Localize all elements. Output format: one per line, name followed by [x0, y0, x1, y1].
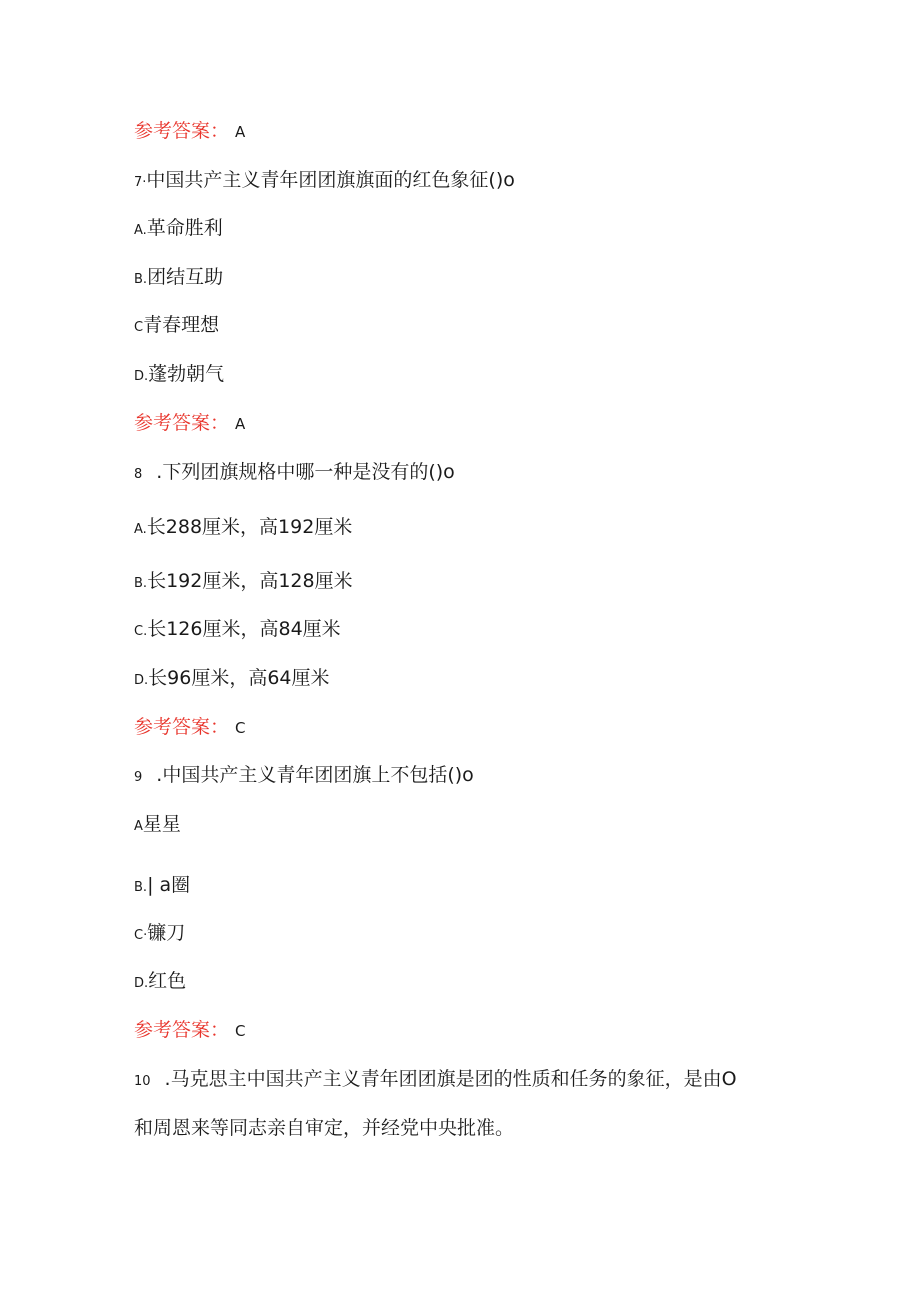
answer-line-q6 — [134, 119, 245, 144]
question-text: .下列团旗规格中哪一种是没有的()o — [156, 461, 455, 483]
question-7-stem — [134, 168, 515, 195]
q9-option-c — [134, 921, 185, 948]
question-9-stem — [134, 763, 474, 790]
option-key: A — [134, 819, 143, 834]
option-text: 长288厘米，高192厘米 — [146, 516, 353, 538]
question-number: 9 — [134, 770, 143, 785]
option-text: 革命胜利 — [146, 217, 223, 239]
question-number: 7· — [134, 175, 147, 190]
option-text: 长96厘米，高64厘米 — [148, 667, 330, 689]
option-text: 团结互助 — [147, 266, 224, 288]
option-key: B. — [134, 880, 148, 895]
answer-line-q8 — [134, 715, 246, 740]
question-8-stem — [134, 460, 455, 487]
option-key: C· — [134, 928, 148, 943]
q7-option-a — [134, 216, 223, 243]
q7-option-d — [134, 362, 224, 389]
option-key: D. — [134, 369, 149, 384]
answer-label: 参考答案： — [134, 412, 230, 434]
answer-value: C — [235, 1022, 246, 1040]
q8-option-d — [134, 666, 330, 693]
question-10-stem-line-1 — [134, 1067, 737, 1094]
option-text: 红色 — [148, 970, 187, 992]
answer-label: 参考答案： — [134, 1019, 230, 1041]
option-key: A. — [134, 522, 147, 537]
answer-label: 参考答案： — [134, 120, 230, 142]
q8-option-c — [134, 617, 341, 644]
q9-option-a — [134, 812, 181, 839]
option-text: 镰刀 — [147, 922, 186, 944]
q7-option-c — [134, 313, 219, 340]
answer-line-q9 — [134, 1018, 246, 1043]
q8-option-a — [134, 515, 352, 542]
q9-option-d — [134, 969, 186, 996]
answer-value: A — [235, 415, 246, 433]
option-key: D. — [134, 673, 149, 688]
question-text: 和周恩来等同志亲自审定，并经党中央批准。 — [134, 1117, 515, 1139]
option-text: 青春理想 — [143, 314, 220, 336]
option-key: B. — [134, 576, 148, 591]
option-key: D. — [134, 976, 149, 991]
q8-option-b — [134, 569, 353, 596]
question-number: 8 — [134, 467, 143, 482]
question-text: .马克思主中国共产主义青年团团旗是团的性质和任务的象征，是由O — [164, 1068, 737, 1090]
question-text: .中国共产主义青年团团旗上不包括()o — [156, 764, 474, 786]
answer-line-q7 — [134, 411, 245, 436]
question-number: 10 — [134, 1074, 151, 1089]
option-text: 长126厘米，高84厘米 — [147, 618, 341, 640]
option-key: A. — [134, 223, 147, 238]
answer-value: A — [235, 123, 246, 141]
answer-value: C — [235, 719, 246, 737]
option-text: 蓬勃朝气 — [148, 363, 225, 385]
q9-option-b — [134, 873, 190, 900]
option-text: 长192厘米，高128厘米 — [147, 570, 353, 592]
answer-label: 参考答案： — [134, 716, 230, 738]
question-text: 中国共产主义青年团团旗旗面的红色象征()o — [146, 169, 515, 191]
option-text: 星星 — [142, 813, 181, 835]
option-key: C. — [134, 624, 148, 639]
option-text: | a圈 — [147, 874, 191, 896]
q7-option-b — [134, 265, 223, 292]
option-key: C — [134, 320, 144, 335]
question-10-stem-line-2 — [134, 1116, 514, 1140]
option-key: B. — [134, 272, 148, 287]
